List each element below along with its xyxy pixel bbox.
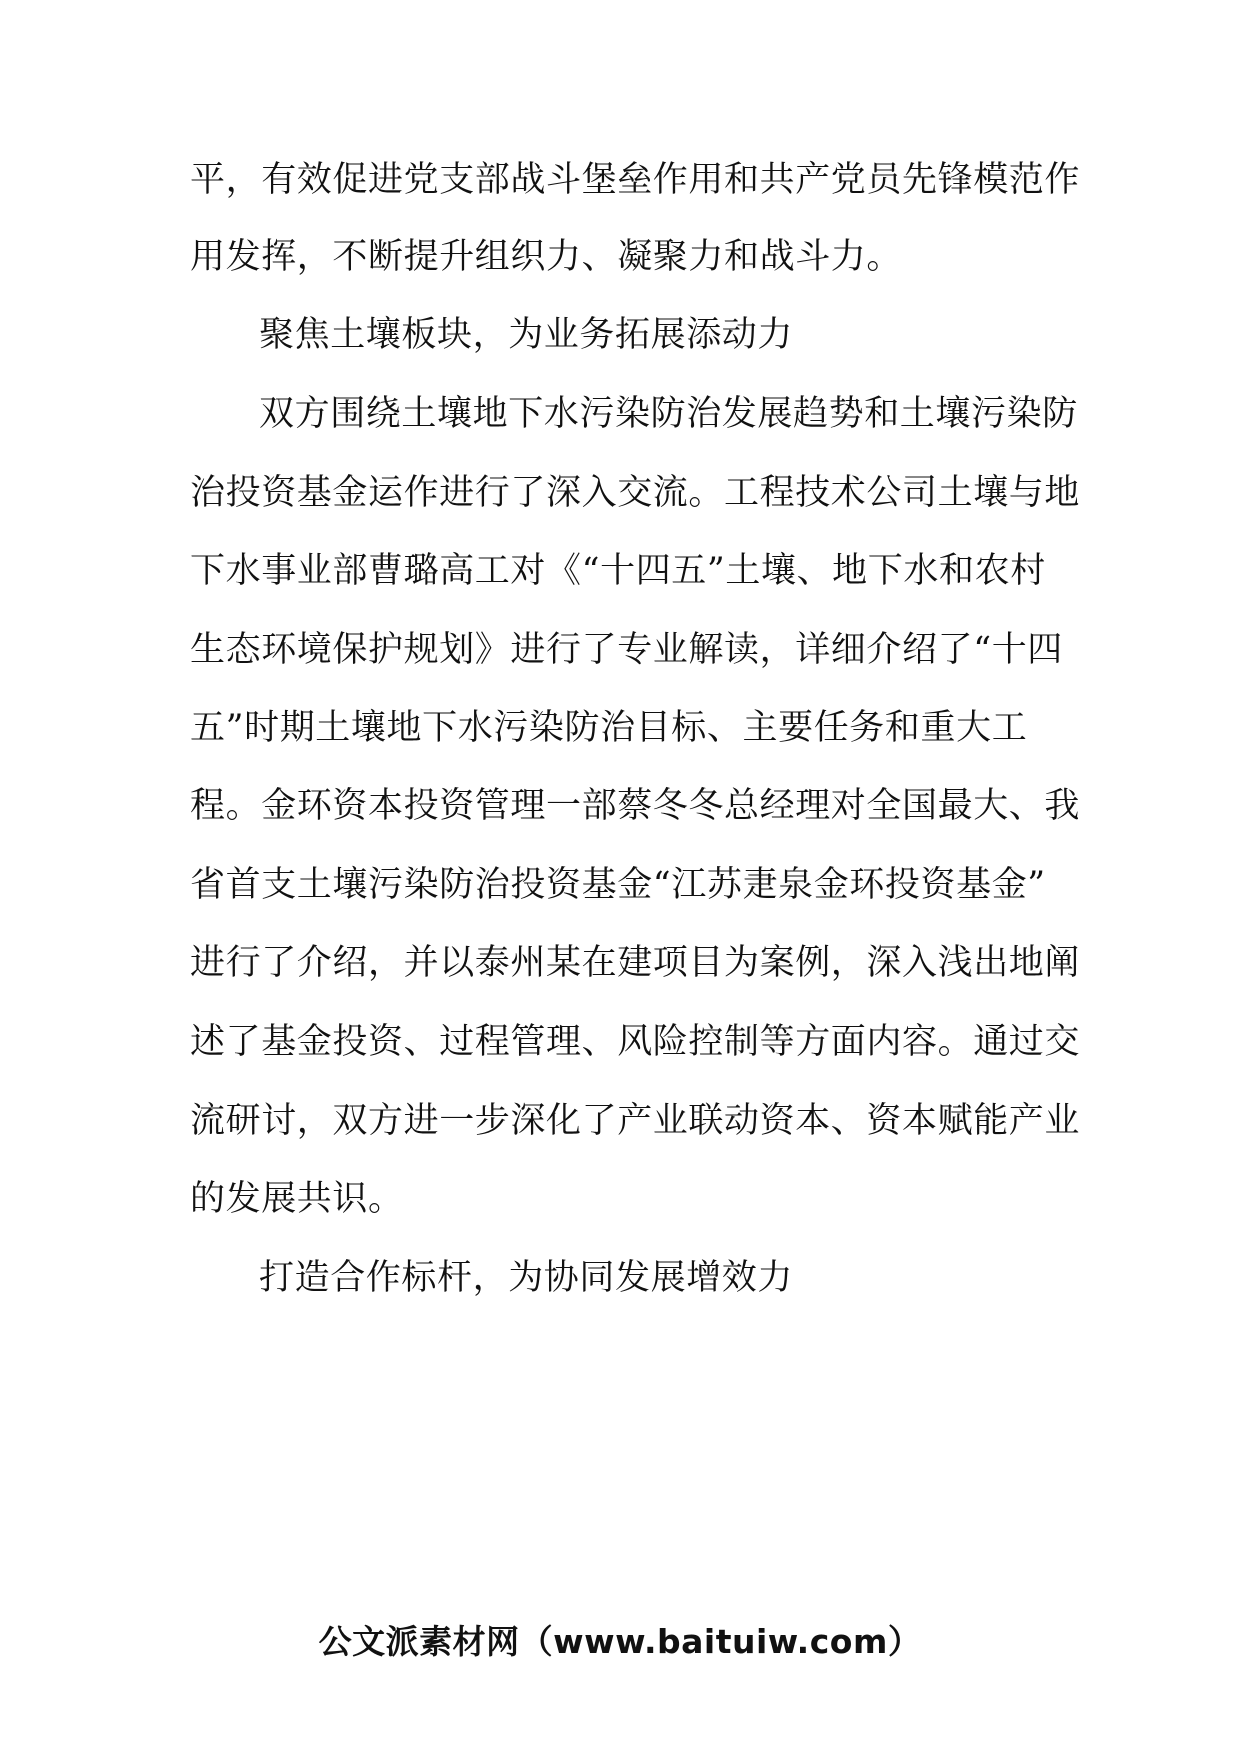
body-text-line: 的发展共识。 — [190, 1179, 404, 1219]
section-heading: 打造合作标杆，为协同发展增效力 — [259, 1258, 794, 1298]
body-text-line: 流研讨，双方进一步深化了产业联动资本、资本赋能产业 — [190, 1101, 1081, 1141]
body-text-line: 平，有效促进党支部战斗堡垒作用和共产党员先锋模范作 — [190, 160, 1081, 200]
body-text-line: 用发挥，不断提升组织力、凝聚力和战斗力。 — [190, 237, 903, 277]
body-text-line: 省首支土壤污染防治投资基金“江苏疌泉金环投资基金” — [190, 865, 1046, 905]
body-text-line: 进行了介绍，并以泰州某在建项目为案例，深入浅出地阐 — [190, 943, 1081, 983]
body-text-line: 五”时期土壤地下水污染防治目标、主要任务和重大工 — [190, 708, 1028, 748]
body-text-line: 治投资基金运作进行了深入交流。工程技术公司土壤与地 — [190, 473, 1081, 513]
paragraph-first-line: 双方围绕土壤地下水污染防治发展趋势和土壤污染防 — [259, 394, 1078, 434]
footer-watermark: 公文派素材网（www.baituiw.com） — [318, 1622, 922, 1661]
section-heading: 聚焦土壤板块，为业务拓展添动力 — [259, 315, 794, 355]
body-text-line: 生态环境保护规划》进行了专业解读，详细介绍了“十四 — [190, 630, 1063, 670]
body-text-line: 下水事业部曹璐高工对《“十四五”土壤、地下水和农村 — [190, 551, 1046, 591]
body-text-line: 程。金环资本投资管理一部蔡冬冬总经理对全国最大、我 — [190, 786, 1081, 826]
body-text-line: 述了基金投资、过程管理、风险控制等方面内容。通过交 — [190, 1022, 1081, 1062]
